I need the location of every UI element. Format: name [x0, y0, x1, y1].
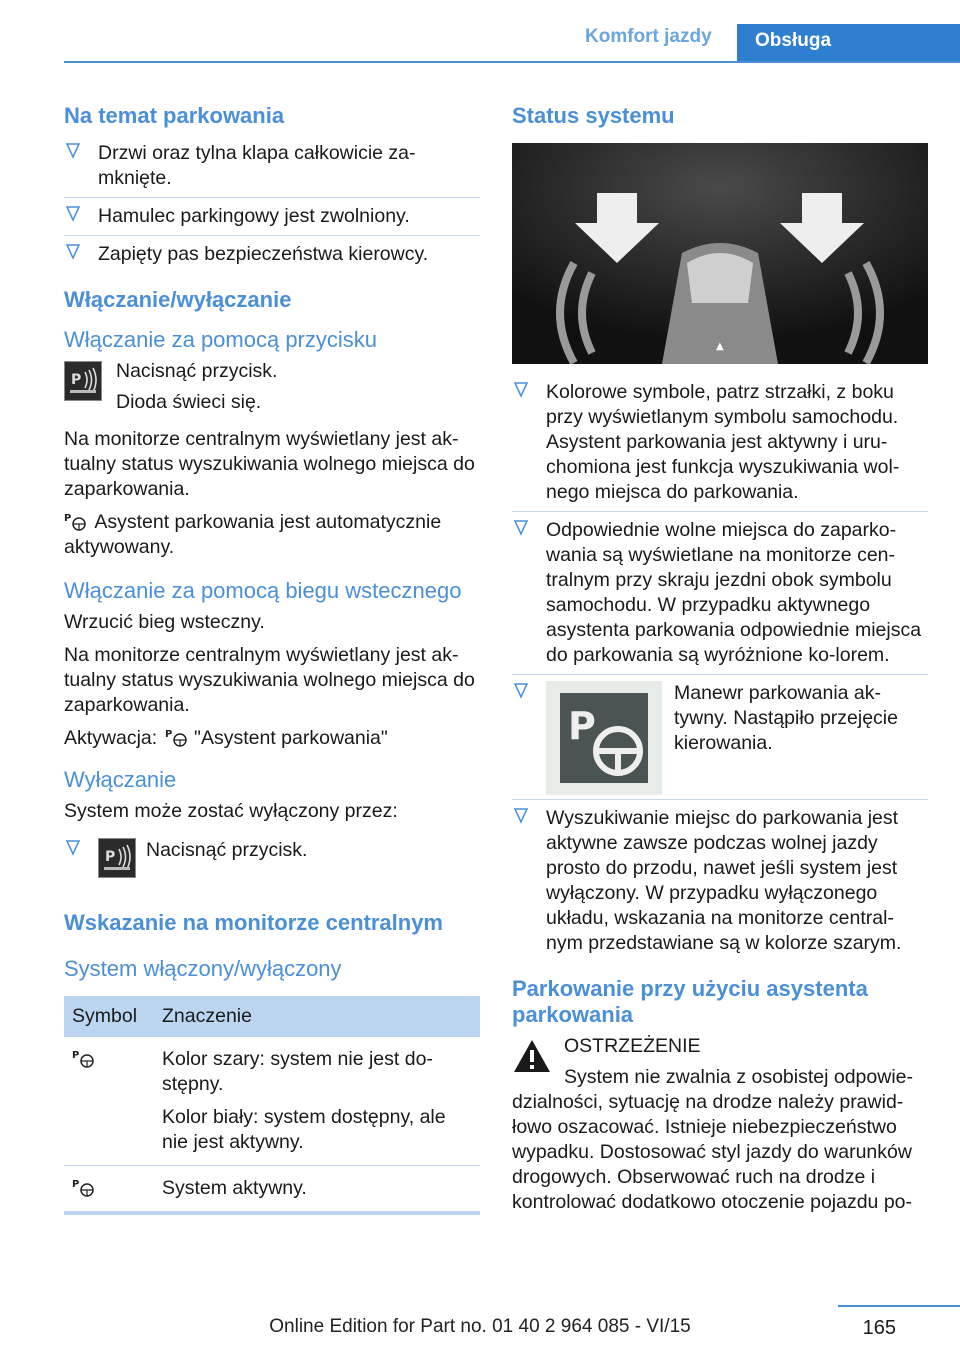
auto-activation: [64, 510, 480, 560]
svg-text:▲: ▲: [716, 341, 724, 352]
off-text: System może zostać wyłączony przez:: [64, 800, 398, 822]
meaning-cell: [154, 1037, 480, 1166]
button-step: Nacisnąć przycisk.: [116, 360, 278, 382]
right-column: [512, 103, 928, 1223]
heading-parking-assist: Parkowanie przy użyciu asystenta parkowania: [512, 976, 868, 1027]
heading-button: Włączanie za pomocą przycisku: [64, 327, 378, 352]
activation-label: Aktywacja:: [64, 727, 158, 749]
warning-box: [512, 1034, 928, 1059]
meaning-gray: Kolor szary: system nie jest do-stępny.: [162, 1048, 433, 1095]
list-item: [512, 374, 928, 512]
list-item: [64, 832, 480, 884]
park-assist-symbol-icon: [163, 727, 189, 747]
activation-line: [64, 726, 480, 751]
svg-text:P: P: [64, 513, 72, 524]
triangle-bullet-icon: [66, 244, 80, 260]
warning-title: OSTRZEŻENIE: [564, 1035, 701, 1057]
triangle-bullet-icon: [66, 143, 80, 159]
footer-rule: [838, 1305, 960, 1307]
park-assist-symbol-icon: [64, 511, 90, 531]
list-item-text: Nacisnąć przycisk.: [146, 839, 308, 861]
off-list: [64, 832, 480, 884]
status-display-image: [512, 143, 928, 364]
list-item-text: Drzwi oraz tylna klapa całkowicie za-mknięte.: [98, 142, 416, 189]
svg-text:P: P: [164, 729, 172, 740]
edition-note: Online Edition for Part no. 01 40 2 964 085 - VI/15: [269, 1316, 691, 1337]
list-item-text: Hamulec parkingowy jest zwolniony.: [98, 205, 410, 227]
header-rule: [64, 61, 960, 63]
col-symbol: Symbol: [64, 996, 154, 1037]
park-assist-symbol-icon: [72, 1048, 98, 1068]
list-item-text: Odpowiednie wolne miejsca do zaparko-wania są wyświetlane na monitorze cen-tralnym przy skraju jezdni obok symbolu samochodu. W przypadku aktywnego asystenta parkowania odpowiednie miejsca do parkowania są wyróżnione ko-lorem.: [546, 519, 922, 666]
table-header-row: [64, 996, 480, 1037]
heading-about-parking: Na temat parkowania: [64, 103, 285, 128]
park-assist-button-icon: [64, 361, 102, 401]
reverse-step: Wrzucić bieg wsteczny.: [64, 611, 265, 633]
list-item: [64, 135, 480, 198]
page-header: [0, 0, 960, 62]
svg-text:P: P: [72, 1050, 80, 1061]
heading-display: Wskazanie na monitorze centralnym: [64, 910, 443, 935]
monitor-text: Na monitorze centralnym wyświetlany jest ak-tualny status wyszukiwania wolnego miejsca do zaparkowania.: [64, 428, 475, 500]
chapter-tab[interactable]: Obsługa: [737, 24, 960, 62]
heading-reverse: Włączanie za pomocą biegu wstecznego: [64, 578, 462, 603]
meaning-white: Kolor biały: system dostępny, ale nie jest aktywny.: [162, 1106, 446, 1153]
auto-text: Asystent parkowania jest automatycznie aktywowany.: [64, 511, 442, 558]
park-assist-active-icon: [72, 1177, 98, 1197]
warning-text: System nie zwalnia z osobistej odpowie-dzialności, sytuację na drodze należy prawid-łowo oszacować. Istnieje niebezpieczeństwo wypadku. Dostosować styl jazdy do warunków drogowych. Obserwować ruch na drodze i kontrolować dodatkowo otoczenie pojazdu po-: [512, 1066, 914, 1213]
park-assist-button-icon: [98, 838, 136, 878]
triangle-bullet-icon: [514, 683, 528, 699]
list-item-text: Kolorowe symbole, patrz strzałki, z boku przy wyświetlanym symbolu samochodu. Asystent parkowania jest aktywny i uru-chomiona jest funkcja wyszukiwania wol-nego miejsca do parkowania.: [546, 381, 900, 503]
status-list: [512, 374, 928, 962]
svg-text:P: P: [72, 1179, 80, 1190]
warning-icon: [512, 1038, 552, 1074]
list-item: [512, 675, 928, 800]
meaning-cell: System aktywny.: [154, 1166, 480, 1214]
list-item-text: Manewr parkowania ak-tywny. Nastąpiło przejęcie kierowania.: [674, 682, 898, 754]
reverse-monitor: Na monitorze centralnym wyświetlany jest ak-tualny status wyszukiwania wolnego miejsca do zaparkowania.: [64, 644, 475, 716]
steering-takeover-icon: [546, 681, 662, 795]
activation-value: "Asystent parkowania": [194, 727, 388, 749]
triangle-bullet-icon: [66, 206, 80, 222]
button-result: Dioda świeci się.: [116, 391, 262, 413]
heading-system-status: System włączony/wyłączony: [64, 956, 342, 981]
list-item: [64, 198, 480, 236]
table-row: [64, 1037, 480, 1166]
symbol-table: [64, 996, 480, 1215]
list-item-text: Zapięty pas bezpieczeństwa kierowcy.: [98, 243, 429, 265]
svg-text:P: P: [71, 372, 82, 388]
about-list: [64, 135, 480, 273]
list-item-text: Wyszukiwanie miejsc do parkowania jest aktywne zawsze podczas wolnej jazdy prosto do przodu, nawet jeśli system jest wyłączony. W przypadku wyłączonego układu, wskazania na monitorze central-nym przedstawiane są w kolorze szarym.: [546, 807, 902, 954]
section-tab[interactable]: Komfort jazdy: [585, 26, 712, 47]
triangle-bullet-icon: [514, 382, 528, 398]
heading-status: Status systemu: [512, 103, 675, 128]
page-number: 165: [862, 1317, 896, 1339]
svg-text:P: P: [568, 704, 596, 748]
heading-on-off: Włączanie/wyłączanie: [64, 287, 292, 312]
triangle-bullet-icon: [514, 520, 528, 536]
table-row: [64, 1166, 480, 1214]
heading-off: Wyłączanie: [64, 767, 177, 792]
symbol-cell: [64, 1166, 154, 1214]
left-column: [64, 103, 480, 1215]
symbol-cell: [64, 1037, 154, 1166]
triangle-bullet-icon: [66, 840, 80, 856]
triangle-bullet-icon: [514, 808, 528, 824]
list-item: [64, 236, 480, 273]
svg-text:P: P: [105, 849, 116, 865]
col-meaning: Znaczenie: [154, 996, 480, 1037]
list-item: [512, 800, 928, 962]
button-instruction: [64, 359, 480, 415]
list-item: [512, 512, 928, 675]
